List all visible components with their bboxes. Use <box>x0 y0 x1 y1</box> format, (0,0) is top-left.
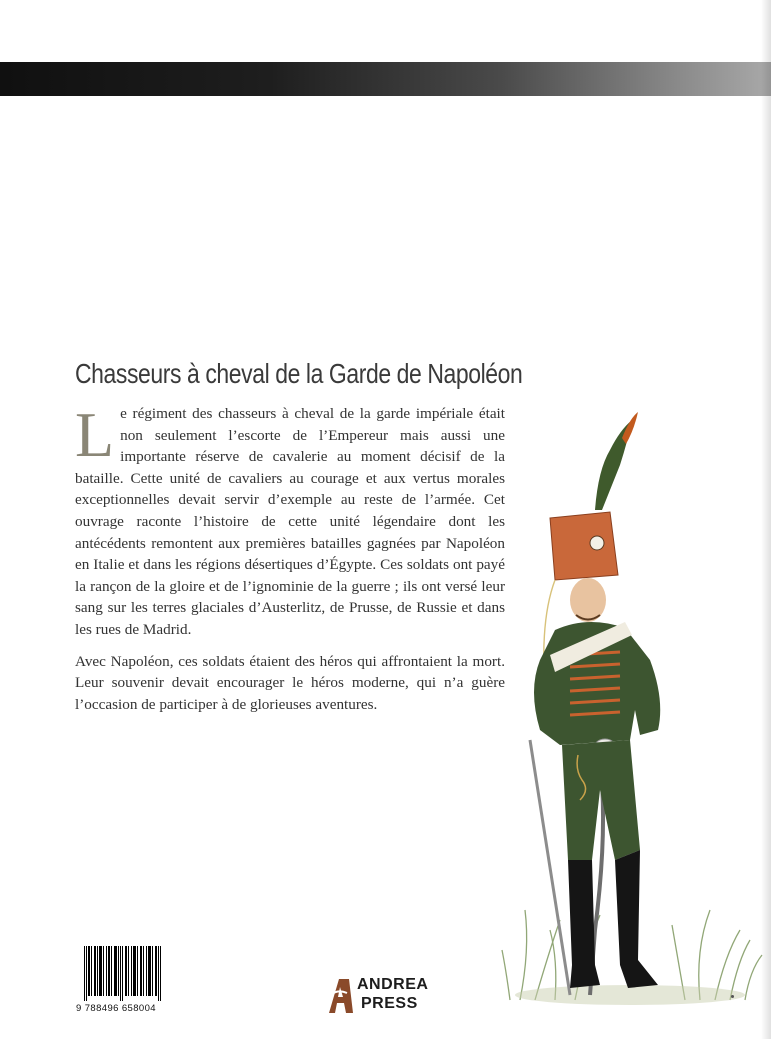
chasseur-illustration <box>500 410 770 1010</box>
busby <box>550 512 618 580</box>
publisher-logo-icon <box>327 975 355 1015</box>
boot-right <box>615 850 658 988</box>
isbn-number: 9 788496 658004 <box>76 1003 156 1014</box>
blurb <box>75 399 505 725</box>
publisher-name-line2: PRESS <box>361 995 418 1012</box>
blurb-paragraph-2: Avec Napoléon, ces soldats étaient des héros qui affrontaient la mort. Leur souvenir devait encourager le héros moderne, qui n’a guère l’occasion de participer à de glorieuses aventures. <box>75 652 505 713</box>
cockade <box>590 536 604 550</box>
publisher-name-line1: ANDREA <box>357 976 429 993</box>
drop-cap: L <box>75 399 115 470</box>
blurb-paragraph-1 <box>75 399 505 641</box>
book-title: Chasseurs à cheval de la Garde de Napoléon <box>75 358 523 389</box>
blurb-paragraph-1-text: e régiment des chasseurs à cheval de la garde impériale était non seulement l’escorte de l’Empereur mais aussi une importante réserve de cavalerie au moment décisif de la bataille. Cette unité de cavaliers au courage et aux vertus morales exceptionnelles devait servir d’exemple au reste de l’armée. Cet ouvrage raconte l’histoire de cette unité légendaire dont les antécédents remontent aux premières batailles gagnées par Napoléon en Italie et dans les régions désertiques d’Égypte. Ces soldats ont payé la rançon de la gloire et de l’ignominie de la guerre ; ils ont versé leur sang sur les terres glaciales d’Austerlitz, de Prusse, de Russie et dans les rues de Madrid. <box>75 405 505 638</box>
top-band <box>0 62 771 96</box>
ground-shadow <box>515 985 745 1005</box>
barcode-bars <box>84 946 164 1001</box>
speck <box>731 995 734 998</box>
publisher-logo <box>327 975 457 1017</box>
head <box>570 578 606 622</box>
barcode <box>76 940 166 1020</box>
